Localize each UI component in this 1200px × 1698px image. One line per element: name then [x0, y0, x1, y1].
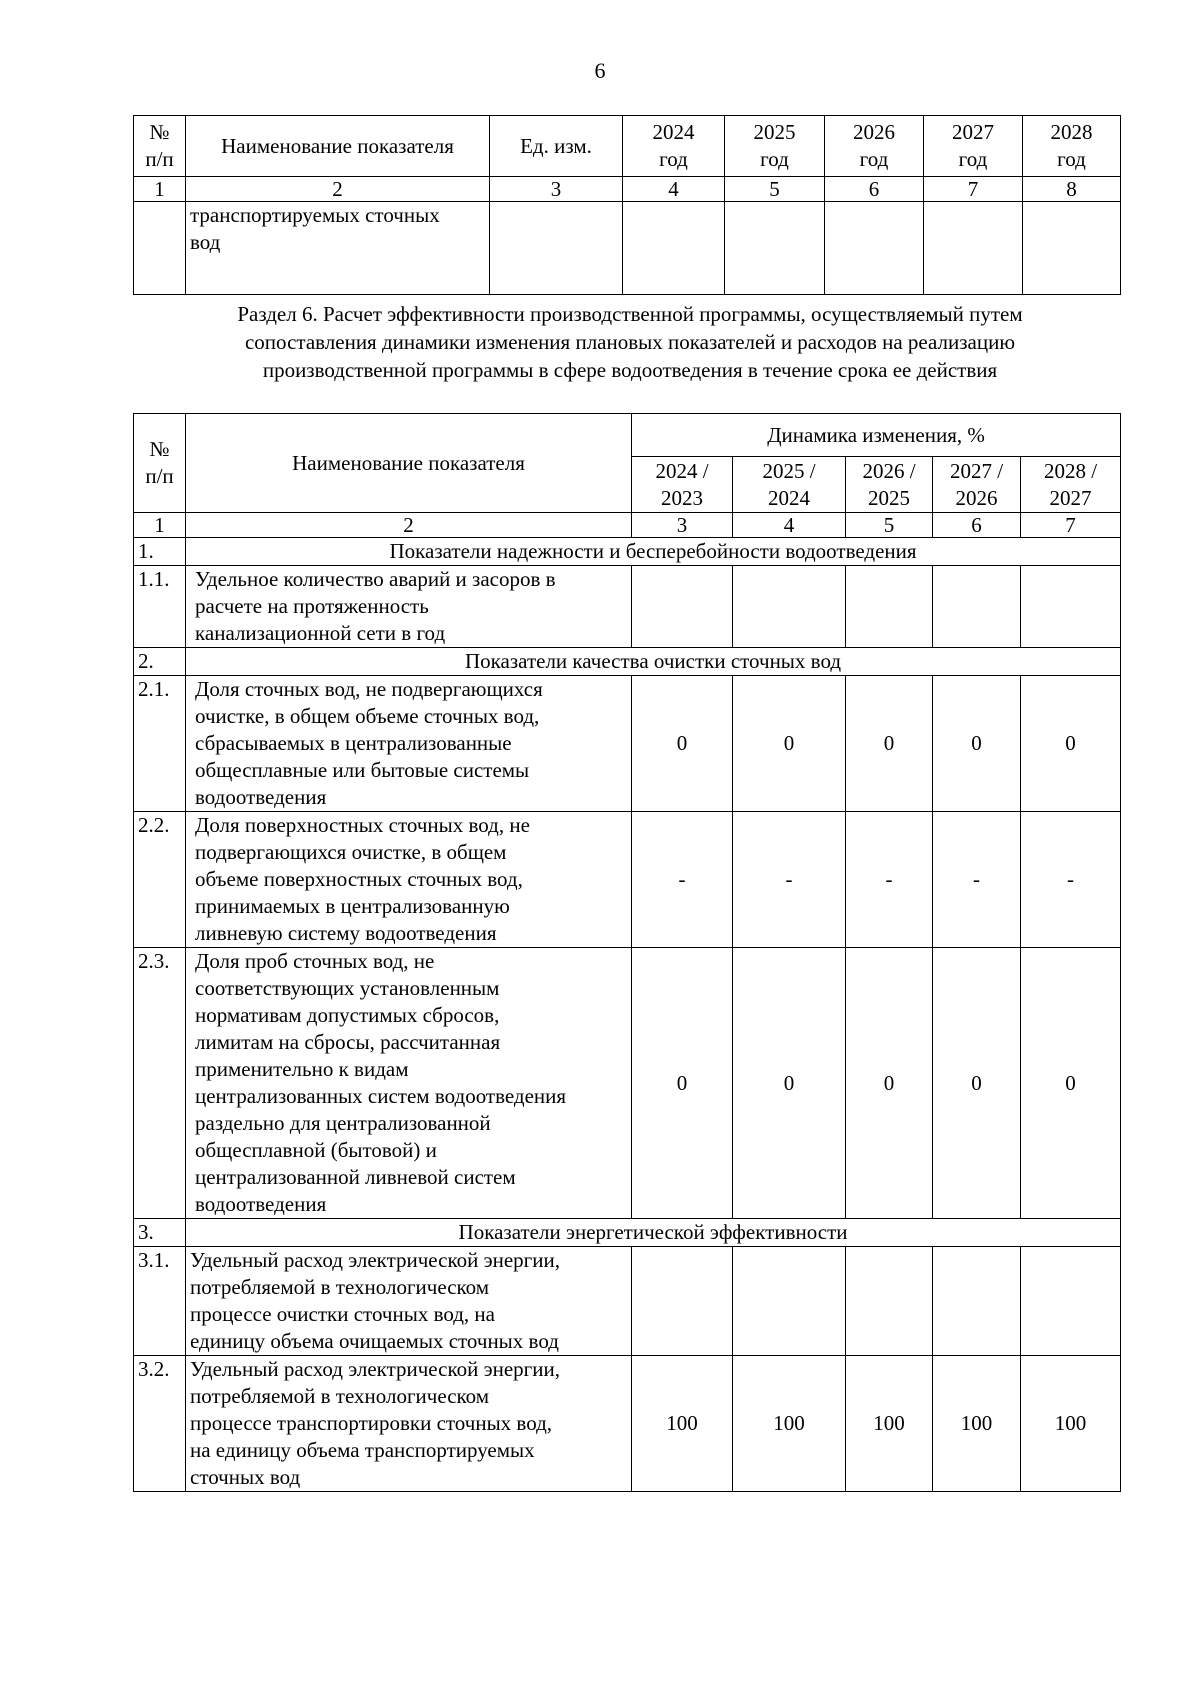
row-number: 2.2.	[134, 812, 186, 948]
header-period-2027-2026: 2027 / 2026	[933, 457, 1021, 513]
header-name: Наименование показателя	[186, 414, 632, 513]
column-number: 3	[632, 513, 733, 538]
column-number: 7	[924, 177, 1023, 202]
row-value: 100	[1021, 1356, 1121, 1492]
row-value: 100	[733, 1356, 846, 1492]
row-value: 0	[933, 948, 1021, 1219]
table-row	[134, 676, 1121, 812]
row-name: транспортируемых сточных вод	[186, 202, 490, 295]
header-period-2024-2023: 2024 / 2023	[632, 457, 733, 513]
row-value: -	[632, 812, 733, 948]
column-number: 1	[134, 513, 186, 538]
row-value: 100	[846, 1356, 933, 1492]
table-row	[134, 1356, 1121, 1492]
column-number: 3	[490, 177, 623, 202]
section-row	[134, 1219, 1121, 1247]
column-number: 2	[186, 513, 632, 538]
row-value	[733, 1247, 846, 1356]
section-heading-line: Раздел 6. Расчет эффективности производственной программы, осуществляемый путем	[237, 302, 1023, 326]
row-name: Удельный расход электрической энергии, потребляемой в технологическом процессе очистки сточных вод, на единицу объема очищаемых сточных вод	[186, 1247, 632, 1356]
header-period-2026-2025: 2026 / 2025	[846, 457, 933, 513]
header-year-2027: 2027 год	[924, 116, 1023, 177]
section-heading-line: производственной программы в сфере водоотведения в течение срока ее действия	[262, 358, 998, 382]
efficiency-dynamics-table	[133, 413, 1121, 1492]
row-value	[1023, 202, 1121, 295]
row-number: 3.1.	[134, 1247, 186, 1356]
row-name: Доля сточных вод, не подвергающихся очистке, в общем объеме сточных вод, сбрасываемых в централизованные общесплавные или бытовые системы водоотведения	[186, 676, 632, 812]
row-value: 0	[846, 676, 933, 812]
row-name: Доля поверхностных сточных вод, не подвергающихся очистке, в общем объеме поверхностных сточных вод, принимаемых в централизованную ливневую систему водоотведения	[186, 812, 632, 948]
row-value: 100	[933, 1356, 1021, 1492]
row-value: 0	[632, 676, 733, 812]
row-value	[733, 566, 846, 648]
row-name: Удельное количество аварий и засоров в расчете на протяженность канализационной сети в год	[186, 566, 632, 648]
row-value: 0	[1021, 948, 1121, 1219]
column-number: 5	[725, 177, 825, 202]
row-number: 2.1.	[134, 676, 186, 812]
header-year-2025: 2025 год	[725, 116, 825, 177]
column-number: 6	[933, 513, 1021, 538]
section-number: 2.	[134, 648, 186, 676]
section-number: 1.	[134, 538, 186, 566]
header-num: № п/п	[134, 116, 186, 177]
header-period-2025-2024: 2025 / 2024	[733, 457, 846, 513]
row-value: -	[933, 812, 1021, 948]
row-value: 0	[632, 948, 733, 1219]
row-name: Доля проб сточных вод, не соответствующих установленным нормативам допустимых сбросов, лимитам на сбросы, рассчитанная применительно к видам централизованных систем водоотведения раздельно для централизованной общесплавной (бытовой) и централизованной ливневой систем водоотведения	[186, 948, 632, 1219]
table-row	[134, 948, 1121, 1219]
row-value	[825, 202, 924, 295]
row-value	[623, 202, 725, 295]
row-value: -	[733, 812, 846, 948]
header-year-2026: 2026 год	[825, 116, 924, 177]
table-row	[134, 812, 1121, 948]
page-number: 6	[594, 58, 606, 83]
section-title: Показатели качества очистки сточных вод	[186, 648, 1121, 676]
row-value	[924, 202, 1023, 295]
column-number: 6	[825, 177, 924, 202]
row-value: 0	[1021, 676, 1121, 812]
row-value: -	[1021, 812, 1121, 948]
row-unit	[490, 202, 623, 295]
row-value: 0	[933, 676, 1021, 812]
row-number: 1.1.	[134, 566, 186, 648]
section-row	[134, 648, 1121, 676]
section-heading-line: сопоставления динамики изменения плановых показателей и расходов на реализацию	[244, 330, 1016, 354]
row-value	[1021, 566, 1121, 648]
header-name: Наименование показателя	[186, 116, 490, 177]
column-number: 2	[186, 177, 490, 202]
column-number: 4	[623, 177, 725, 202]
section-title: Показатели энергетической эффективности	[186, 1219, 1121, 1247]
header-period-2028-2027: 2028 / 2027	[1021, 457, 1121, 513]
section-title: Показатели надежности и бесперебойности водоотведения	[186, 538, 1121, 566]
row-value: 0	[733, 948, 846, 1219]
row-value	[1021, 1247, 1121, 1356]
row-number: 2.3.	[134, 948, 186, 1219]
table1-header-row	[134, 116, 1121, 177]
section-row	[134, 538, 1121, 566]
indicators-table-continued	[133, 115, 1121, 295]
row-value: -	[846, 812, 933, 948]
table-row	[134, 202, 1121, 295]
column-number: 7	[1021, 513, 1121, 538]
column-number: 8	[1023, 177, 1121, 202]
row-number	[134, 202, 186, 295]
row-value	[933, 566, 1021, 648]
table2-column-numbers-row	[134, 513, 1121, 538]
column-number: 4	[733, 513, 846, 538]
column-number: 5	[846, 513, 933, 538]
section-heading	[140, 300, 1120, 384]
header-dynamics-group: Динамика изменения, %	[632, 414, 1121, 457]
header-num: № п/п	[134, 414, 186, 513]
row-value	[725, 202, 825, 295]
row-value	[632, 566, 733, 648]
header-year-2028: 2028 год	[1023, 116, 1121, 177]
row-value: 100	[632, 1356, 733, 1492]
row-value	[846, 566, 933, 648]
column-number: 1	[134, 177, 186, 202]
table1-column-numbers-row	[134, 177, 1121, 202]
table2-header-row	[134, 414, 1121, 457]
row-name: Удельный расход электрической энергии, потребляемой в технологическом процессе транспортировки сточных вод, на единицу объема транспортируемых сточных вод	[186, 1356, 632, 1492]
row-number: 3.2.	[134, 1356, 186, 1492]
header-unit: Ед. изм.	[490, 116, 623, 177]
row-value	[846, 1247, 933, 1356]
header-year-2024: 2024 год	[623, 116, 725, 177]
table-row	[134, 566, 1121, 648]
row-value	[632, 1247, 733, 1356]
row-value: 0	[846, 948, 933, 1219]
section-number: 3.	[134, 1219, 186, 1247]
table-row	[134, 1247, 1121, 1356]
row-value: 0	[733, 676, 846, 812]
row-value	[933, 1247, 1021, 1356]
